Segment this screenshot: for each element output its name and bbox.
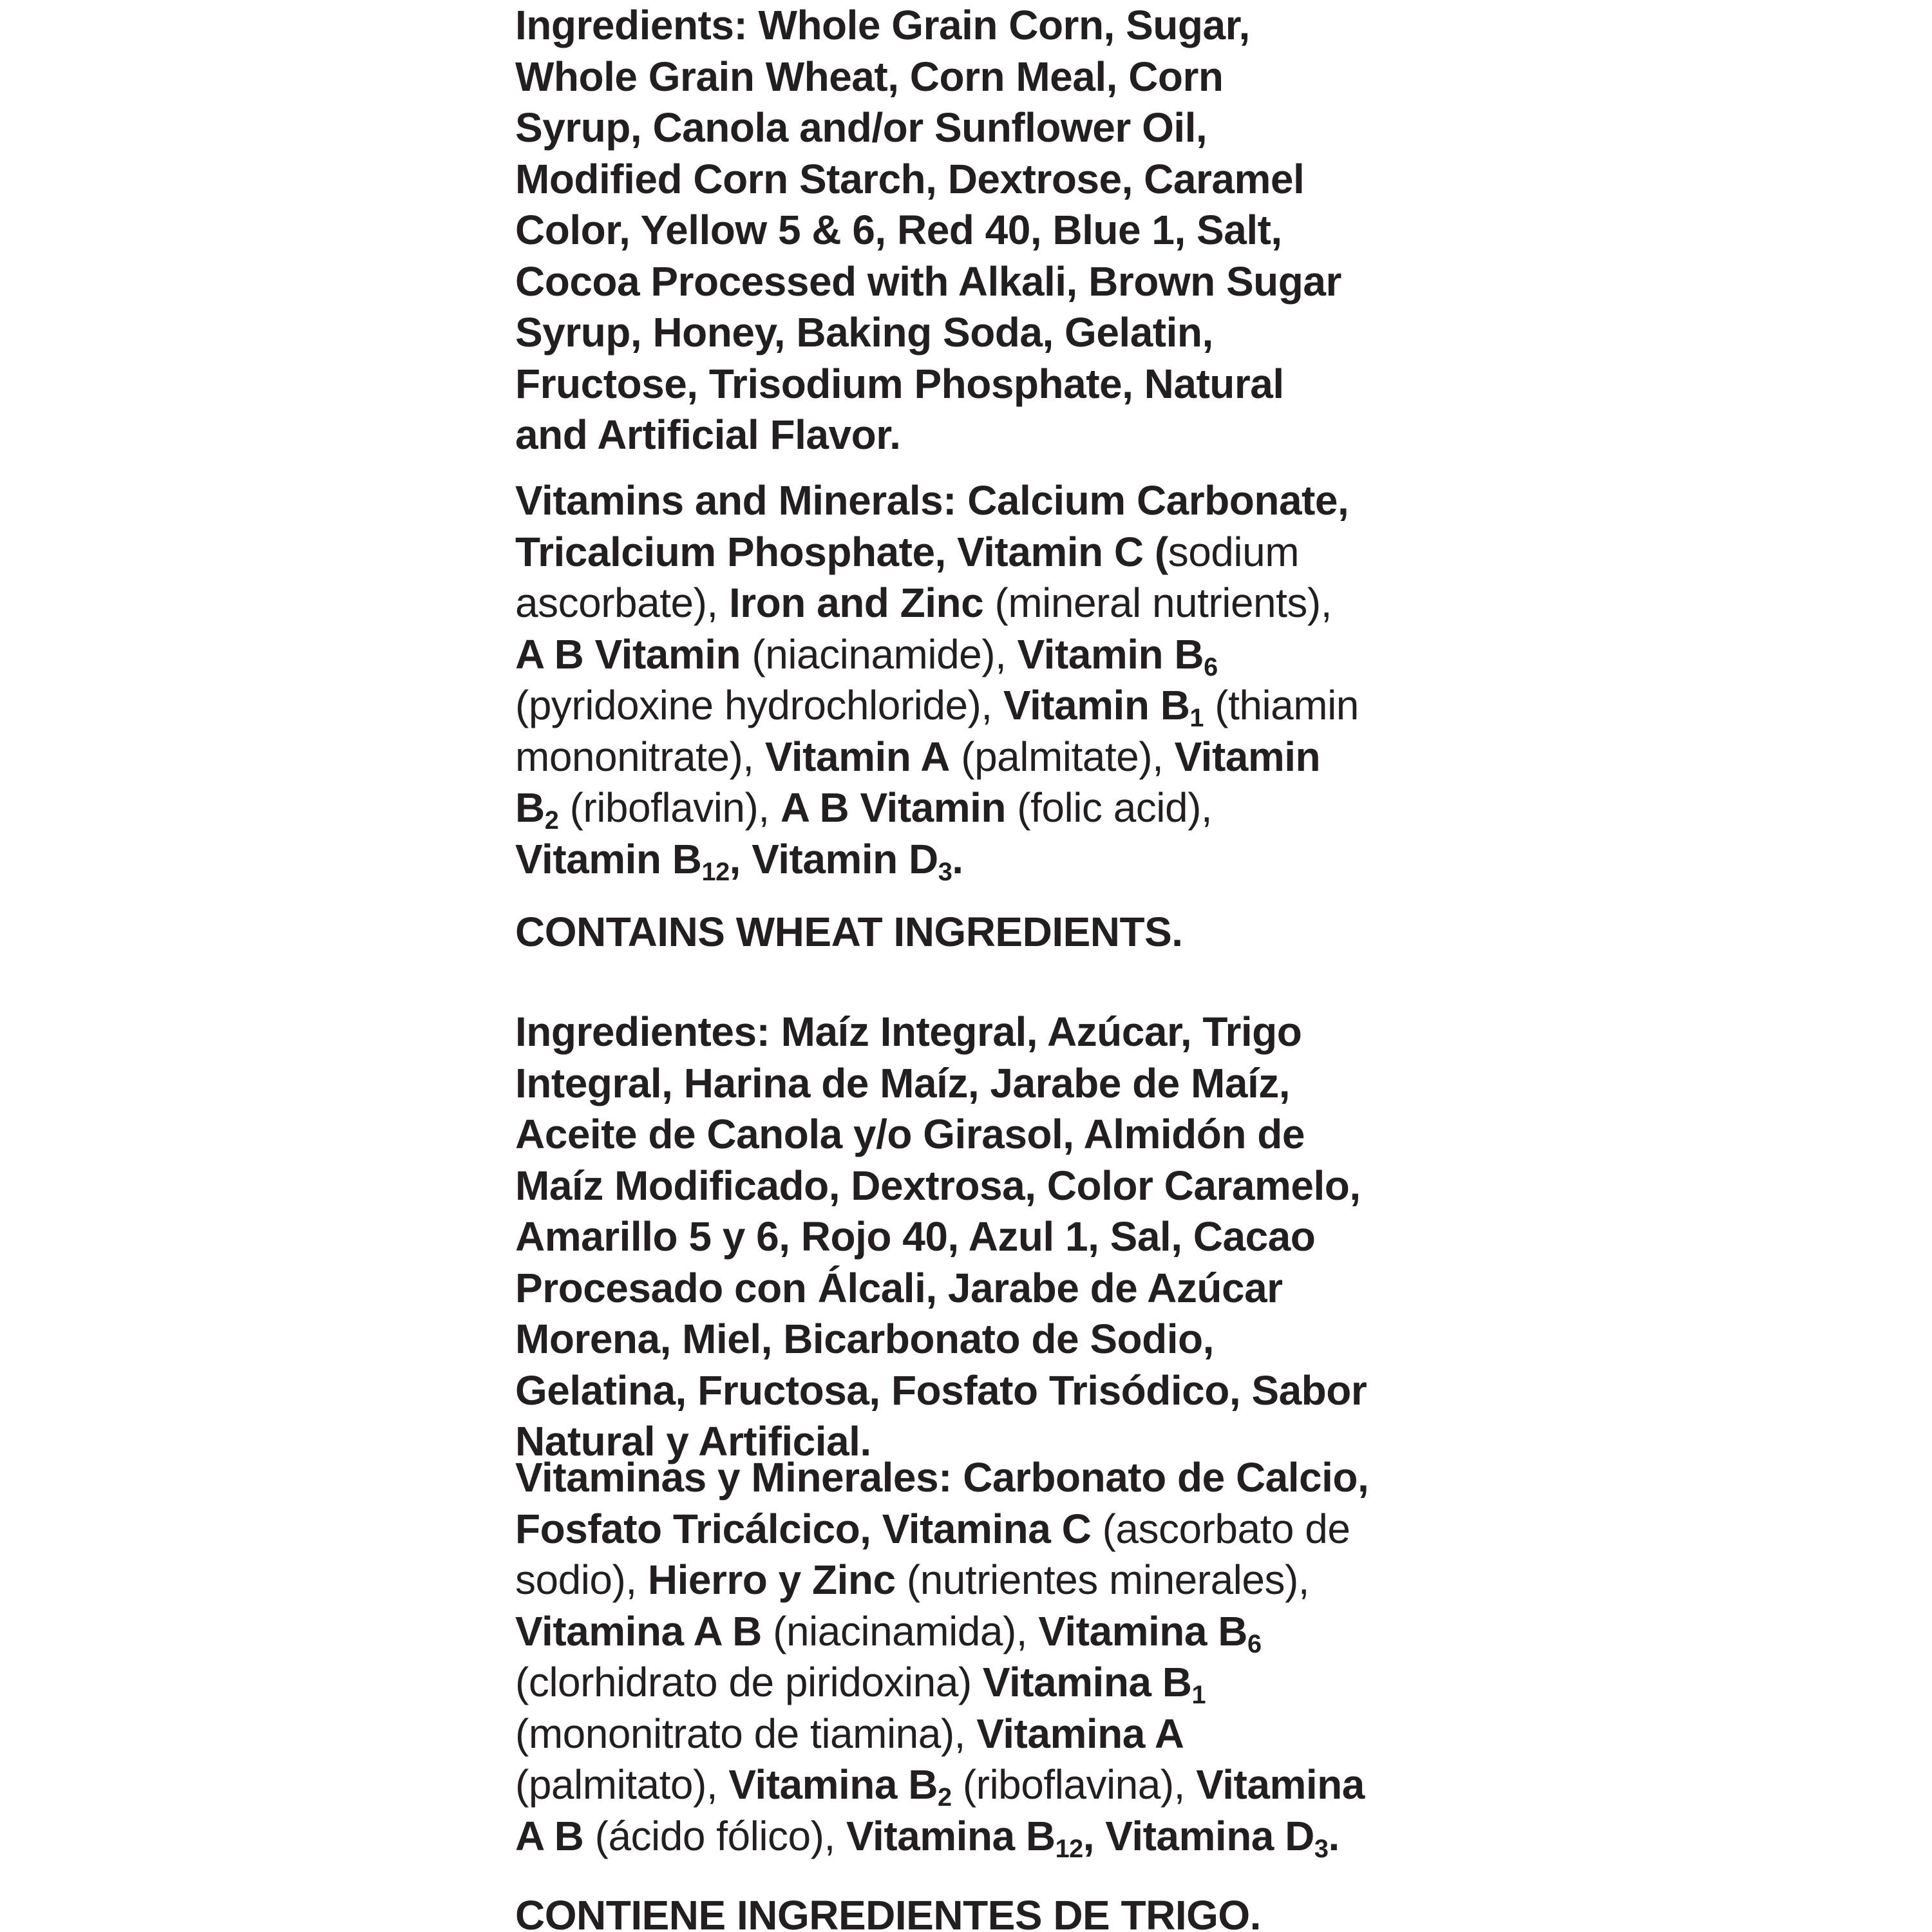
subscript: 2 bbox=[544, 806, 559, 835]
vitamins-es-line bbox=[515, 1555, 1368, 1606]
vitamin-text: Vitamina B bbox=[982, 1659, 1192, 1705]
ingredients-es-line: Integral, Harina de Maíz, Jarabe de Maíz, bbox=[515, 1059, 1290, 1106]
subscript: 12 bbox=[701, 857, 730, 886]
vitamin-source-text: (mononitrato de tiamina), bbox=[515, 1710, 977, 1757]
vitamin-source-text: (riboflavin), bbox=[558, 784, 781, 831]
vitamins-es-line bbox=[515, 1811, 1368, 1862]
ingredients-en-line: Syrup, Canola and/or Sunflower Oil, bbox=[515, 104, 1208, 151]
vitamin-source-text: mononitrate), bbox=[515, 733, 765, 780]
vitamin-source-text: (folic acid), bbox=[1006, 784, 1213, 831]
ingredients-en-line: and Artificial Flavor. bbox=[515, 412, 901, 458]
vitamins-es-line: Vitaminas y Minerales: Carbonato de Calcio, bbox=[515, 1454, 1369, 1501]
vitamin-source-text: (nutrientes minerales), bbox=[895, 1557, 1310, 1603]
ingredients-en-line: Ingredients: Whole Grain Corn, Sugar, bbox=[515, 2, 1250, 48]
vitamin-text: Hierro y Zinc bbox=[647, 1557, 896, 1603]
vitamin-source-text: sodium bbox=[1168, 528, 1299, 575]
subscript: 1 bbox=[1191, 1681, 1206, 1710]
vitamin-text: Vitamina B bbox=[1038, 1607, 1247, 1654]
vitamins-en-line bbox=[515, 629, 1359, 681]
vitamin-text: B bbox=[515, 784, 545, 831]
allergen-statement-spanish bbox=[515, 1890, 1261, 1932]
vitamins-spanish bbox=[515, 1452, 1368, 1862]
vitamin-source-text: ascorbate), bbox=[515, 580, 729, 626]
allergen-statement-english bbox=[515, 907, 1183, 958]
vitamin-text: Tricalcium Phosphate, Vitamin C ( bbox=[515, 528, 1168, 575]
subscript: 3 bbox=[938, 857, 952, 886]
vitamin-text: , Vitamin D bbox=[729, 835, 938, 882]
vitamin-source-text: (thiamin bbox=[1203, 682, 1359, 728]
vitamins-es-line bbox=[515, 1504, 1368, 1555]
vitamin-text: , Vitamina D bbox=[1083, 1812, 1314, 1859]
vitamin-source-text: (mineral nutrients), bbox=[983, 580, 1332, 626]
subscript: 1 bbox=[1189, 704, 1204, 733]
ingredients-es-line: Ingredientes: Maíz Integral, Azúcar, Trigo bbox=[515, 1009, 1302, 1055]
vitamin-source-text: (niacinamide), bbox=[741, 630, 1018, 677]
vitamin-source-text: (palmitate), bbox=[949, 733, 1175, 780]
vitamin-text: Fosfato Tricálcico, Vitamina C bbox=[515, 1505, 1092, 1552]
vitamins-en-line bbox=[515, 782, 1359, 834]
vitamins-en-line bbox=[515, 834, 1359, 886]
vitamin-source-text: (niacinamida), bbox=[761, 1607, 1039, 1654]
allergen-en-text: CONTAINS WHEAT INGREDIENTS. bbox=[515, 909, 1183, 955]
vitamin-source-text: (palmitato), bbox=[515, 1761, 729, 1808]
ingredients-en-line: Modified Corn Starch, Dextrose, Caramel bbox=[515, 155, 1305, 202]
ingredients-es-line: Morena, Miel, Bicarbonato de Sodio, bbox=[515, 1316, 1214, 1362]
vitamin-source-text: (ascorbato de bbox=[1091, 1505, 1350, 1552]
vitamin-text: Vitamin bbox=[1174, 733, 1321, 780]
subscript: 6 bbox=[1204, 652, 1218, 681]
vitamin-text: A B Vitamin bbox=[780, 784, 1007, 831]
vitamins-es-line bbox=[515, 1657, 1368, 1709]
vitamin-source-text: (clorhidrato de piridoxina) bbox=[515, 1659, 983, 1705]
vitamins-en-line bbox=[515, 578, 1359, 629]
ingredient-label-panel bbox=[515, 0, 1443, 1932]
ingredients-en-line: Fructose, Trisodium Phosphate, Natural bbox=[515, 360, 1284, 407]
vitamin-text: Vitamin B bbox=[515, 835, 702, 882]
vitamin-text: A B Vitamin bbox=[515, 630, 741, 677]
vitamin-text: A B bbox=[515, 1812, 584, 1859]
ingredients-en-line: Color, Yellow 5 & 6, Red 40, Blue 1, Salt, bbox=[515, 207, 1282, 253]
ingredients-es-line: Amarillo 5 y 6, Rojo 40, Azul 1, Sal, Cacao bbox=[515, 1213, 1316, 1260]
vitamin-source-text: (ácido fólico), bbox=[583, 1812, 846, 1859]
ingredients-es-line: Natural y Artificial. bbox=[515, 1418, 871, 1464]
ingredients-english bbox=[515, 0, 1341, 461]
vitamin-text: Iron and Zinc bbox=[728, 580, 984, 626]
ingredients-spanish bbox=[515, 1007, 1367, 1468]
vitamins-en-line: Vitamins and Minerals: Calcium Carbonate, bbox=[515, 477, 1349, 524]
ingredients-en-line: Cocoa Processed with Alkali, Brown Sugar bbox=[515, 258, 1341, 305]
vitamin-text: Vitamina B bbox=[728, 1761, 938, 1808]
ingredients-es-line: Maíz Modificado, Dextrosa, Color Caramelo, bbox=[515, 1162, 1361, 1209]
vitamin-text: Vitamina A B bbox=[515, 1607, 762, 1654]
vitamins-en-line bbox=[515, 680, 1359, 732]
ingredients-es-line: Gelatina, Fructosa, Fosfato Trisódico, Sabor bbox=[515, 1367, 1367, 1414]
vitamin-source-text: (pyridoxine hydrochloride), bbox=[515, 682, 1003, 728]
vitamins-es-line bbox=[515, 1759, 1368, 1811]
vitamin-text: Vitamin B bbox=[1017, 630, 1204, 677]
ingredients-es-line: Aceite de Canola y/o Girasol, Almidón de bbox=[515, 1111, 1305, 1157]
allergen-es-text: CONTIENE INGREDIENTES DE TRIGO. bbox=[515, 1892, 1261, 1932]
vitamin-text: Vitamina B bbox=[846, 1812, 1056, 1859]
vitamin-text: Vitamin B bbox=[1003, 682, 1190, 728]
ingredients-en-line: Syrup, Honey, Baking Soda, Gelatin, bbox=[515, 309, 1213, 355]
ingredients-es-line: Procesado con Álcali, Jarabe de Azúcar bbox=[515, 1264, 1283, 1311]
vitamins-en-line bbox=[515, 527, 1359, 578]
subscript: 12 bbox=[1055, 1834, 1083, 1863]
vitamin-text: Vitamina A bbox=[976, 1710, 1184, 1757]
subscript: 3 bbox=[1314, 1834, 1329, 1863]
vitamins-es-line bbox=[515, 1709, 1368, 1760]
vitamin-text: . bbox=[1328, 1812, 1340, 1859]
vitamin-source-text: (riboflavina), bbox=[951, 1761, 1197, 1808]
vitamins-english bbox=[515, 475, 1359, 885]
vitamins-es-line bbox=[515, 1606, 1368, 1658]
vitamin-text: Vitamina bbox=[1196, 1761, 1365, 1808]
subscript: 6 bbox=[1247, 1629, 1262, 1658]
ingredients-en-line: Whole Grain Wheat, Corn Meal, Corn bbox=[515, 53, 1224, 100]
vitamin-source-text: sodio), bbox=[515, 1557, 648, 1603]
vitamin-text: . bbox=[952, 835, 963, 882]
vitamins-en-line bbox=[515, 732, 1359, 783]
vitamin-text: Vitamin A bbox=[764, 733, 950, 780]
subscript: 2 bbox=[937, 1783, 952, 1812]
